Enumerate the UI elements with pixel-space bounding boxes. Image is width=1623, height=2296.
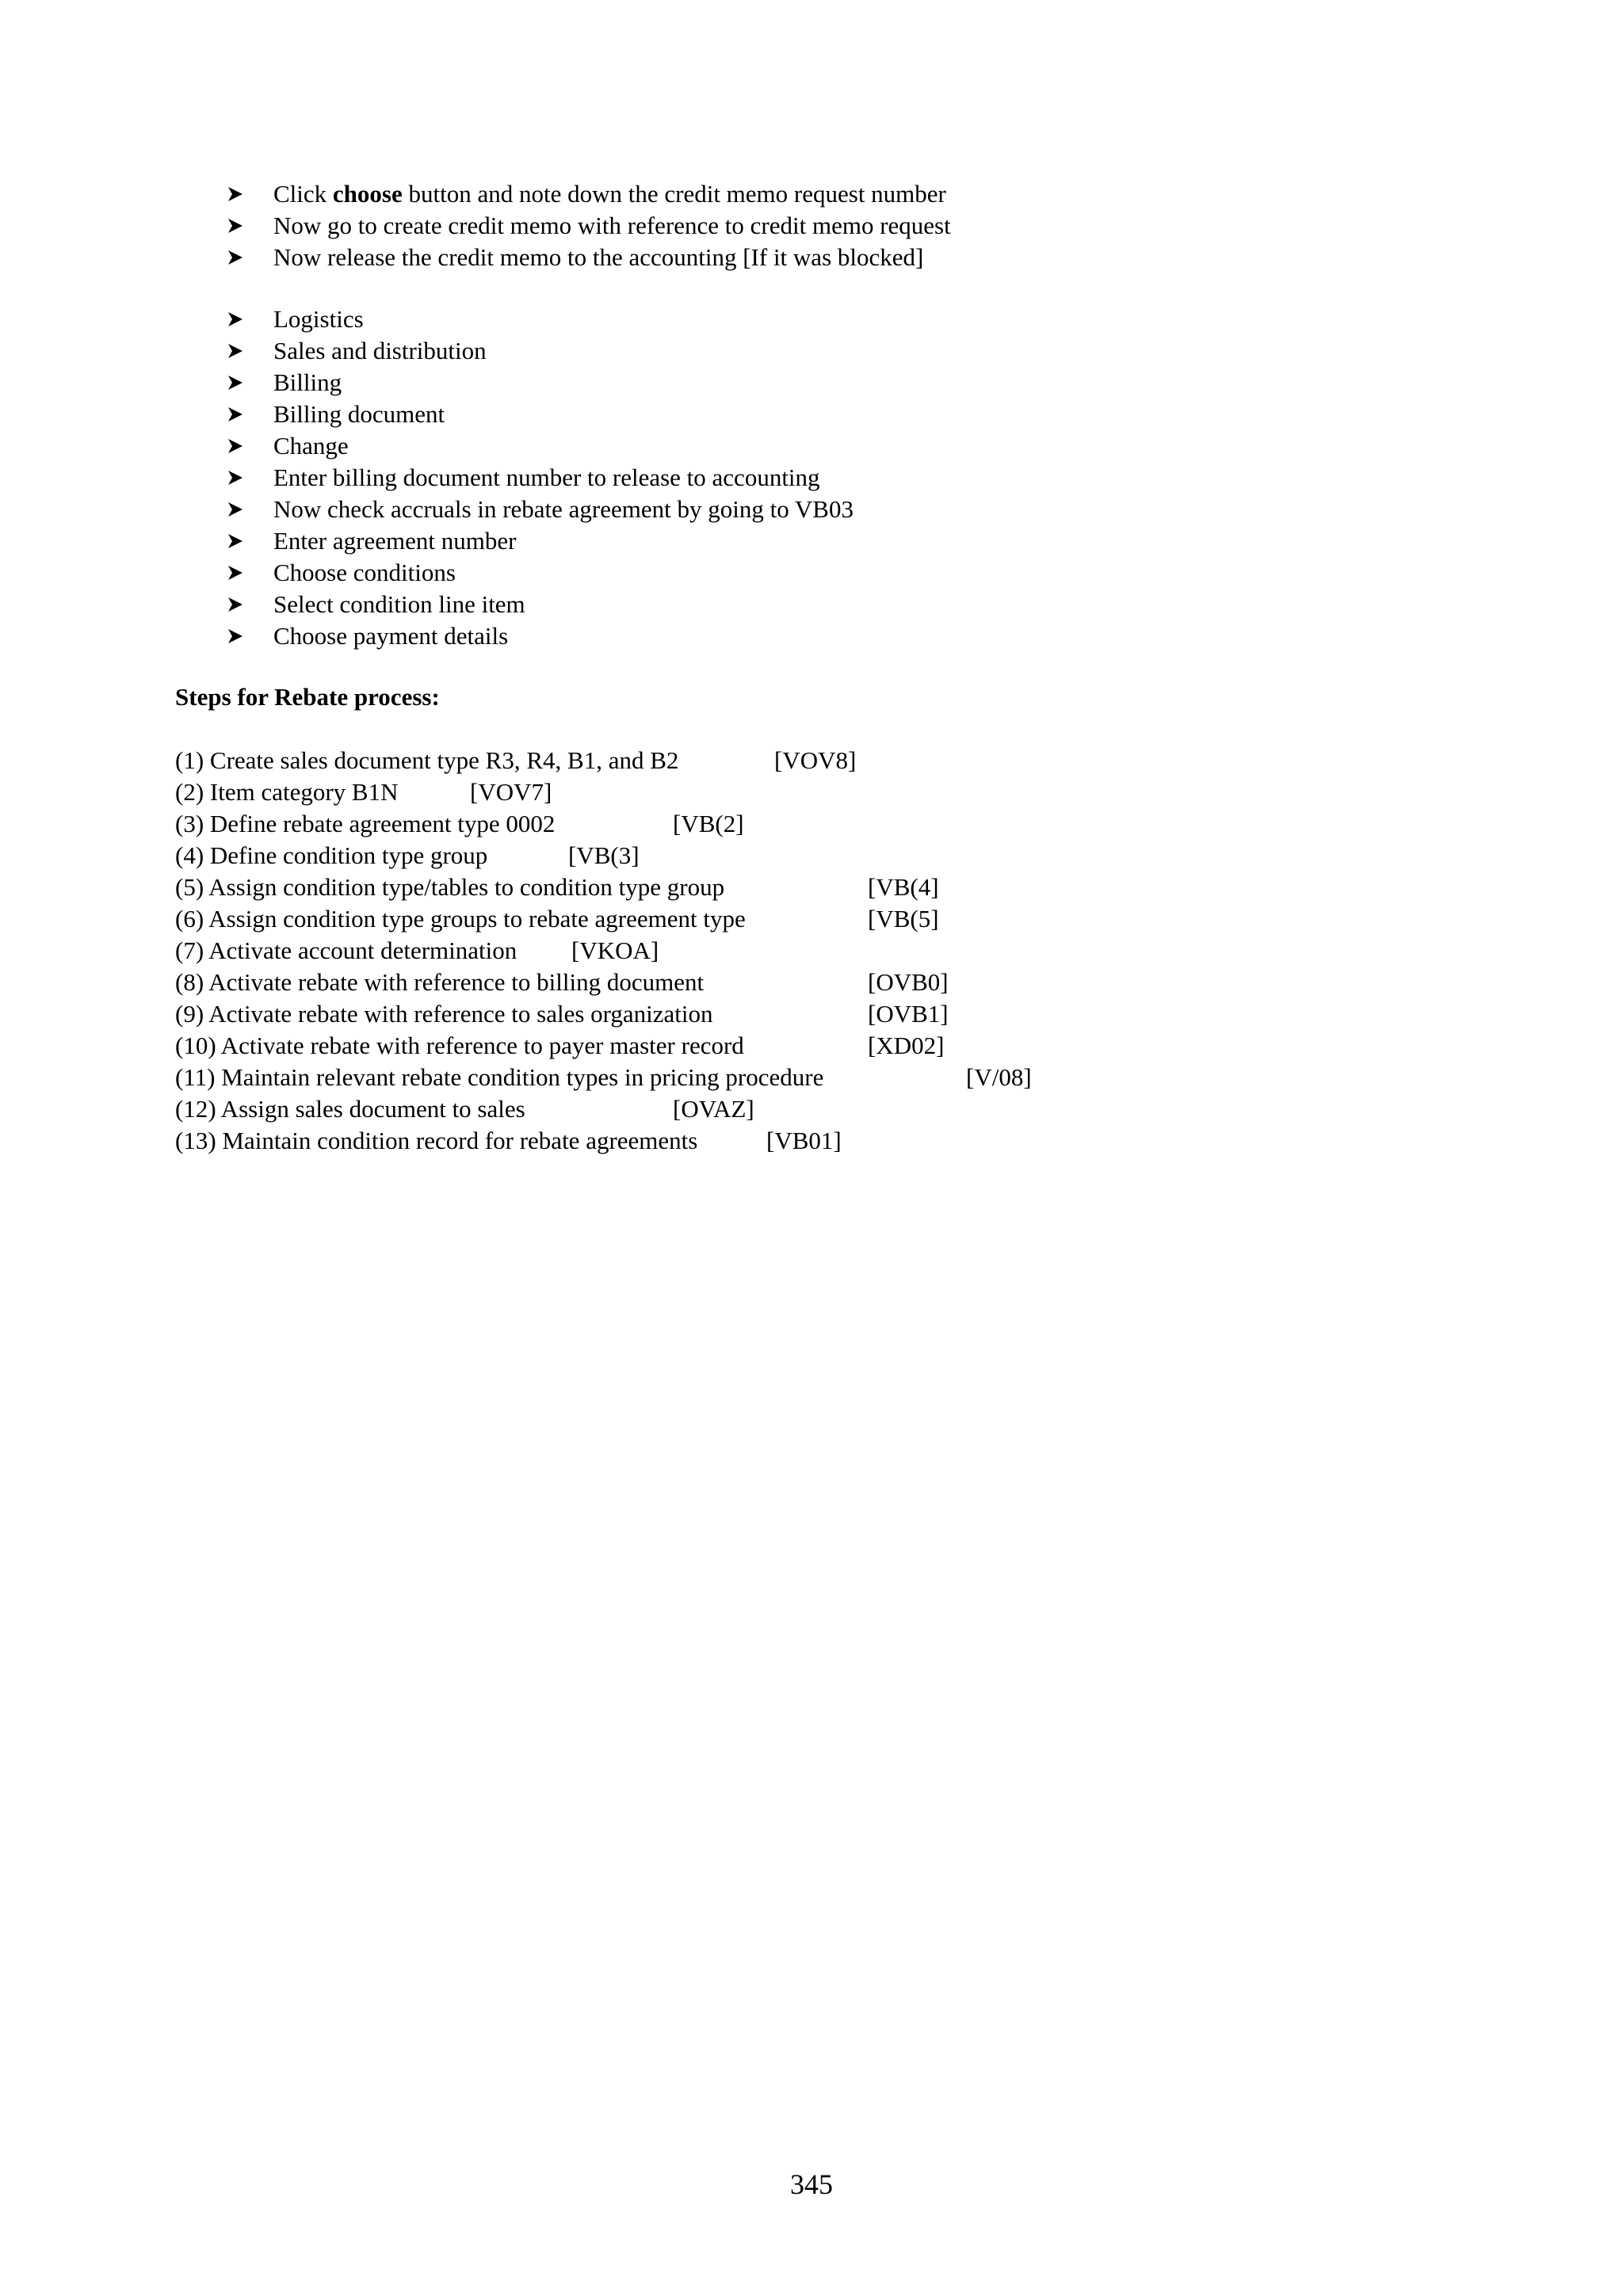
list-item-text-prefix: Click (273, 180, 333, 208)
bullet-list-navigation (224, 303, 854, 652)
step-text: (12) Assign sales document to sales (175, 1095, 525, 1123)
list-item (224, 242, 951, 273)
list-item (224, 557, 854, 589)
list-item-text: Now check accruals in rebate agreement by going to VB03 (273, 495, 854, 523)
arrowhead-bullet-icon (224, 557, 246, 589)
list-item-text: Change (273, 432, 349, 460)
bullet-list-credit-memo (224, 178, 951, 273)
list-item-text-suffix: button and note down the credit memo request number (402, 180, 946, 208)
step-text: (4) Define condition type group (175, 841, 488, 869)
section-heading: Steps for Rebate process: (175, 683, 440, 711)
step-text: (11) Maintain relevant rebate condition types in pricing procedure (175, 1063, 824, 1091)
list-item (224, 335, 854, 367)
step-text: (10) Activate rebate with reference to payer master record (175, 1032, 744, 1059)
step-transaction-code: [XD02] (868, 1032, 945, 1059)
list-item (224, 399, 854, 430)
list-item-text: Choose conditions (273, 559, 456, 586)
list-item-text: Enter agreement number (273, 527, 517, 555)
arrowhead-bullet-icon (224, 178, 246, 210)
list-item (224, 462, 854, 494)
list-item-text: Billing (273, 368, 342, 396)
step-transaction-code: [VB(5] (868, 905, 939, 933)
arrowhead-bullet-icon (224, 525, 246, 557)
step-transaction-code: [VKOA] (571, 936, 659, 964)
page-number: 345 (790, 2168, 833, 2200)
list-item-text: Sales and distribution (273, 337, 487, 364)
arrowhead-bullet-icon (224, 620, 246, 652)
step-transaction-code: [VOV8] (774, 746, 857, 774)
step-transaction-code: [VB(2] (673, 810, 744, 837)
step-transaction-code: [OVB1] (868, 1000, 949, 1028)
list-item (224, 430, 854, 462)
arrowhead-bullet-icon (224, 462, 246, 494)
arrowhead-bullet-icon (224, 494, 246, 525)
step-text: (3) Define rebate agreement type 0002 (175, 810, 556, 837)
list-item (224, 178, 951, 210)
step-transaction-code: [VB(4] (868, 873, 939, 901)
arrowhead-bullet-icon (224, 210, 246, 242)
list-item-text: Now release the credit memo to the accounting [If it was blocked] (273, 243, 924, 271)
list-item (224, 367, 854, 399)
list-item (224, 620, 854, 652)
step-transaction-code: [VOV7] (470, 778, 552, 806)
step-text: (13) Maintain condition record for rebate agreements (175, 1127, 698, 1154)
list-item-text: Select condition line item (273, 590, 525, 618)
arrowhead-bullet-icon (224, 335, 246, 367)
step-text: (7) Activate account determination (175, 936, 517, 964)
step-transaction-code: [VB01] (766, 1127, 842, 1154)
list-item (224, 589, 854, 620)
step-text: (6) Assign condition type groups to rebate agreement type (175, 905, 746, 933)
arrowhead-bullet-icon (224, 242, 246, 273)
arrowhead-bullet-icon (224, 303, 246, 335)
list-item (224, 494, 854, 525)
arrowhead-bullet-icon (224, 430, 246, 462)
list-item-text: Choose payment details (273, 622, 509, 650)
list-item (224, 525, 854, 557)
list-item (224, 210, 951, 242)
list-item (224, 303, 854, 335)
step-transaction-code: [OVAZ] (673, 1095, 754, 1123)
list-item-text: Billing document (273, 400, 445, 428)
step-text: (1) Create sales document type R3, R4, B1, and B2 (175, 746, 679, 774)
step-transaction-code: [VB(3] (568, 841, 640, 869)
list-item-text: Now go to create credit memo with reference to credit memo request (273, 212, 951, 239)
arrowhead-bullet-icon (224, 399, 246, 430)
list-item-text: Enter billing document number to release to accounting (273, 463, 820, 491)
step-text: (2) Item category B1N (175, 778, 399, 806)
list-item-text: Logistics (273, 305, 364, 333)
arrowhead-bullet-icon (224, 367, 246, 399)
step-transaction-code: [V/08] (966, 1063, 1032, 1091)
list-item-bold-text: choose (332, 180, 403, 208)
step-text: (9) Activate rebate with reference to sales organization (175, 1000, 713, 1028)
arrowhead-bullet-icon (224, 589, 246, 620)
step-text: (8) Activate rebate with reference to billing document (175, 968, 705, 996)
step-transaction-code: [OVB0] (868, 968, 949, 996)
step-text: (5) Assign condition type/tables to condition type group (175, 873, 725, 901)
